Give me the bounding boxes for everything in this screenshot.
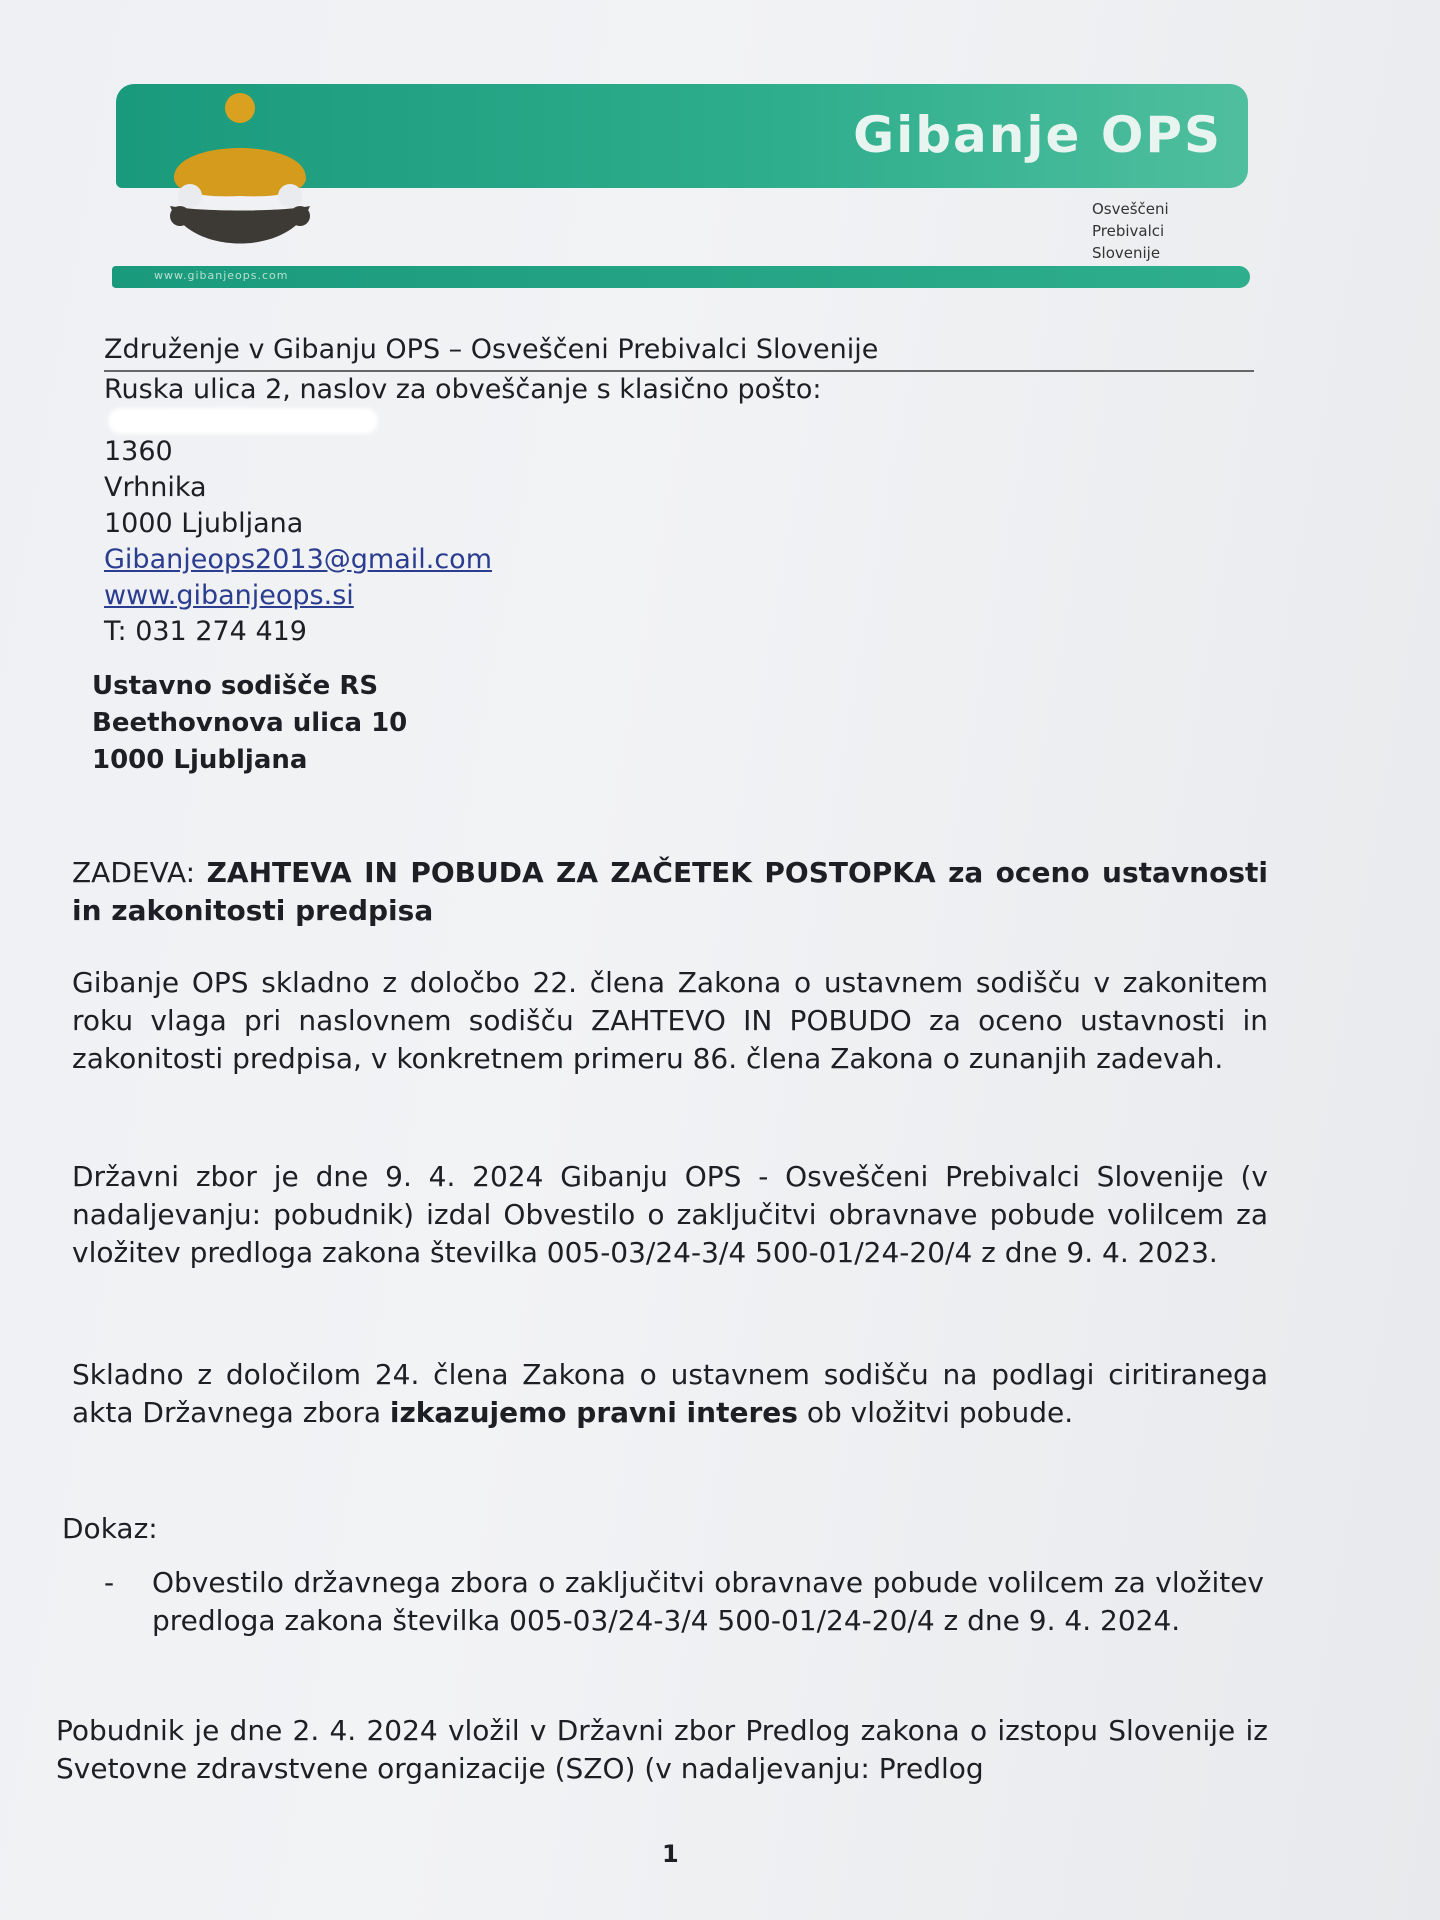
recipient-street: Beethovnova ulica 10 <box>92 708 408 738</box>
address-prefix: Ruska ulica 2, naslov za obveščanje s klasično pošto: <box>104 374 822 405</box>
subject-line <box>72 854 1268 930</box>
letterhead-title: Gibanje OPS <box>853 106 1222 164</box>
dokaz-list-item: Obvestilo državnega zbora o zaključitvi obravnave pobude volilcem za vložitev predloga zakona številka 005-03/24-3/4 500-01/24-20/4 z dne 9. 4. 2024. <box>152 1566 1264 1637</box>
paragraph-4: Pobudnik je dne 2. 4. 2024 vložil v Državni zbor Predlog zakona o izstopu Slovenije iz Svetovne zdravstvene organizacije (SZO) (v nadaljevanju: Predlog <box>56 1714 1268 1785</box>
bar-url: www.gibanjeops.com <box>154 269 289 282</box>
subject-text: ZAHTEVA IN POBUDA ZA ZAČETEK POSTOPKA za oceno ustavnosti in zakonitosti predpisa <box>72 856 1269 927</box>
letterhead-tagline <box>1092 198 1169 264</box>
sender-org-name: Združenje v Gibanju OPS – Osveščeni Prebivalci Slovenije <box>104 332 1254 372</box>
paragraph-2: Državni zbor je dne 9. 4. 2024 Gibanju OPS - Osveščeni Prebivalci Slovenije (v nadaljevanju: pobudnik) izdal Obvestilo o zaključitvi obravnave pobude volilcem za vložitev predloga zakona številka 005-03/24-3/4 500-01/24-20/4 z dne 9. 4. 2023. <box>72 1160 1268 1269</box>
paragraph-1: Gibanje OPS skladno z določbo 22. člena Zakona o ustavnem sodišču v zakonitem roku vlaga pri naslovnem sodišču ZAHTEVO IN POBUDO za oceno ustavnosti in zakonitosti predpisa, v konkretnem primeru 86. člena Zakona o zunanjih zadevah. <box>72 966 1268 1075</box>
paragraph-3 <box>72 1356 1268 1432</box>
redaction-mark <box>108 408 378 434</box>
letterhead-bottom-bar <box>112 266 1250 288</box>
address-suffix: 1360 <box>104 436 173 467</box>
sender-phone: T: 031 274 419 <box>104 616 307 647</box>
sender-email-link[interactable]: Gibanjeops2013@gmail.com <box>104 544 493 575</box>
tagline-line: Osveščeni <box>1092 200 1169 218</box>
paragraph-3-bold: izkazujemo pravni interes <box>389 1396 798 1429</box>
gibanje-logo-icon <box>160 88 320 256</box>
paragraph-3-end: ob vložitvi pobude. <box>806 1396 1074 1429</box>
sender-city: Vrhnika <box>104 472 207 503</box>
sender-postal: 1000 Ljubljana <box>104 508 304 539</box>
subject-label: ZADEVA: <box>72 856 196 889</box>
tagline-line: Prebivalci <box>1092 222 1165 240</box>
recipient-city: 1000 Ljubljana <box>92 745 308 775</box>
sender-block <box>104 332 1254 650</box>
tagline-line: Slovenije <box>1092 244 1161 262</box>
page-number: 1 <box>662 1840 679 1868</box>
paragraph-3-start: Skladno z določilom 24. člena Zakona o ustavnem sodišču na podlagi ciritiranega akta Državnega zbora <box>72 1358 1268 1429</box>
recipient-name: Ustavno sodišče RS <box>92 671 379 701</box>
list-bullet-dash: - <box>104 1566 115 1599</box>
dokaz-label: Dokaz: <box>62 1512 158 1545</box>
recipient-block <box>92 668 407 779</box>
sender-website-link[interactable]: www.gibanjeops.si <box>104 580 354 611</box>
sender-address-line <box>104 372 1254 470</box>
